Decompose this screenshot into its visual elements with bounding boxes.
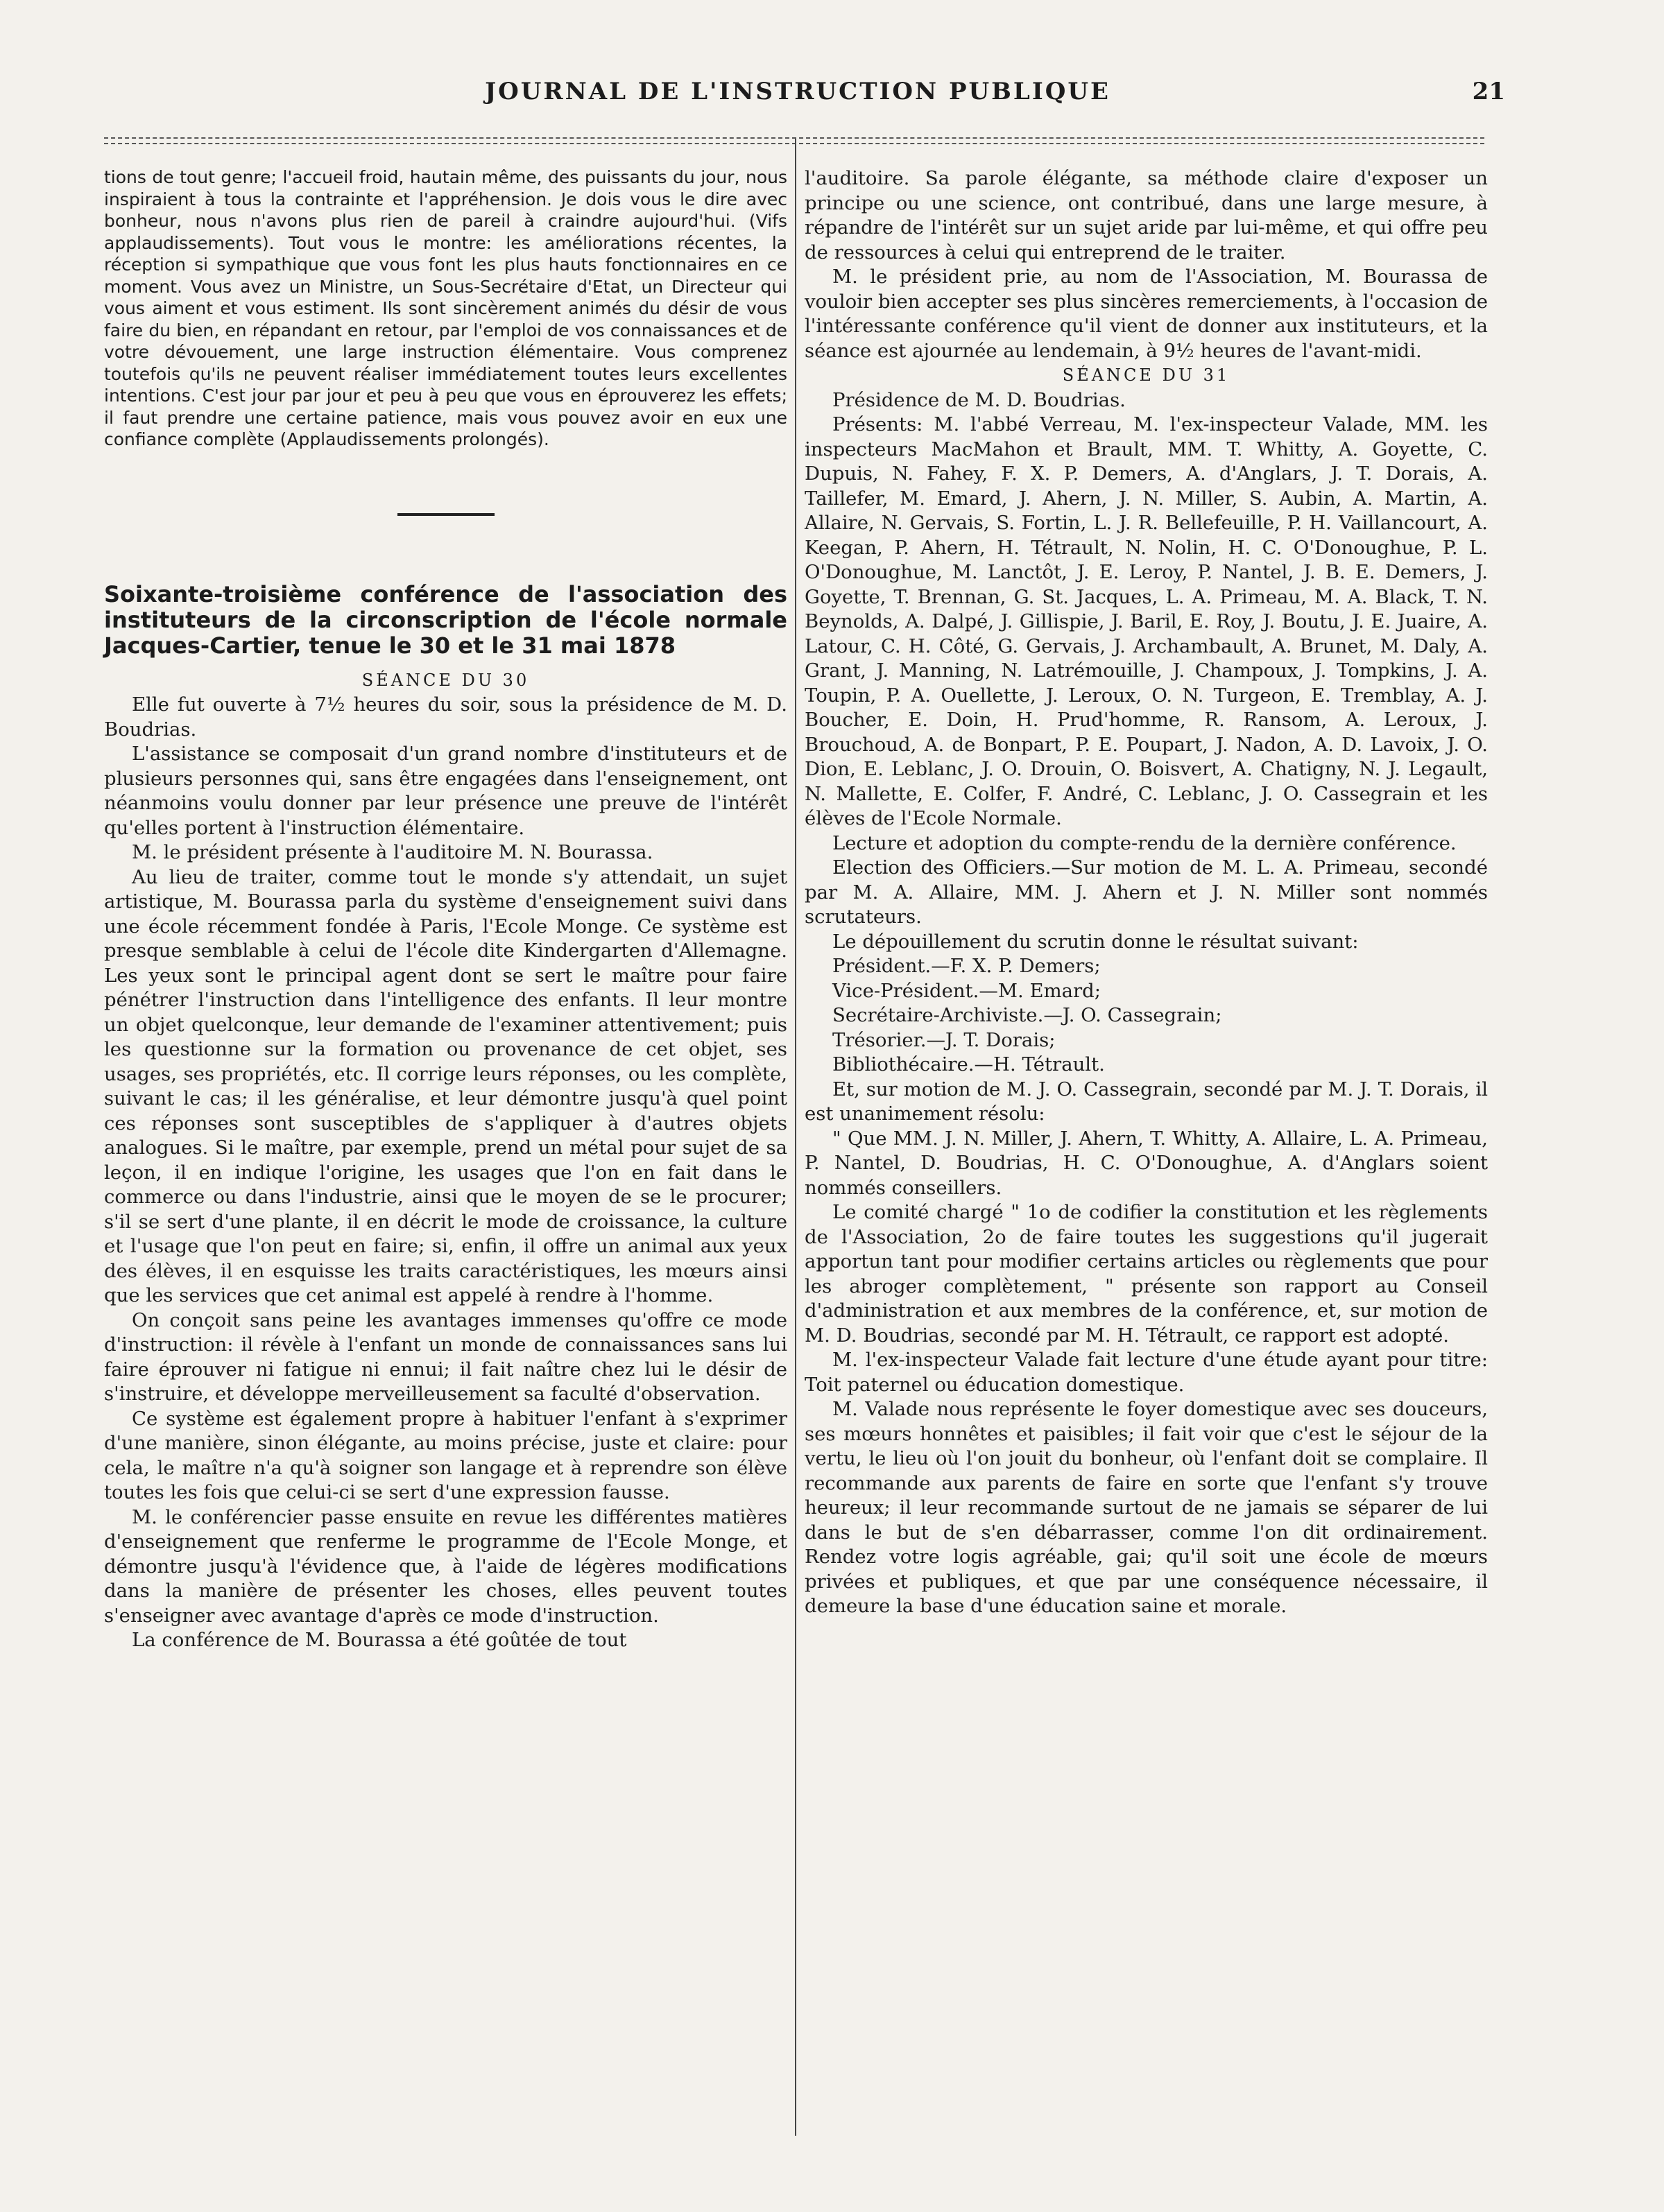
column-divider (795, 139, 796, 2136)
page-number: 21 (1472, 78, 1505, 105)
officer-line: Secrétaire-Archiviste.—J. O. Cassegrain; (832, 1004, 1222, 1026)
paragraph: M. le conférencier passe ensuite en revue les différentes matières d'enseignement que renferme le programme de l'Ecole Monge, et démontre jusqu'à l'évidence que, à l'aide de légères modifications dans la manière de présenter les choses, elles peuvent toutes s'enseigner avec avantage d'après ce mode d'instruction. (104, 1505, 787, 1627)
header-rule-secondary (104, 143, 1484, 144)
paragraph: Et, sur motion de M. J. O. Cassegrain, secondé par M. J. T. Dorais, il est unanimement résolu: (805, 1078, 1488, 1125)
conference-title: Soixante-troisième conférence de l'association des instituteurs de la circonscription de l'école normale Jacques-Cartier, tenue le 30 et le 31 mai 1878 (104, 580, 787, 659)
paragraph: La conférence de M. Bourassa a été goûtée de tout (132, 1629, 627, 1651)
paragraph: M. l'ex-inspecteur Valade fait lecture d'une étude ayant pour titre: Toit paternel ou éducation domestique. (805, 1349, 1488, 1396)
paragraph: Le dépouillement du scrutin donne le résultat suivant: (832, 930, 1359, 953)
paragraph: " Que MM. J. N. Miller, J. Ahern, T. Whitty, A. Allaire, L. A. Primeau, P. Nantel, D. Boudrias, H. C. O'Donoughue, A. d'Anglars soient nommés conseillers. (805, 1127, 1488, 1199)
section-separator (397, 513, 495, 516)
left-column (104, 166, 787, 1653)
seance-heading-31: SÉANCE DU 31 (1062, 365, 1230, 385)
officer-line: Bibliothécaire.—H. Tétrault. (832, 1053, 1105, 1075)
paragraph: Au lieu de traiter, comme tout le monde s'y attendait, un sujet artistique, M. Bourassa parla du système d'enseignement suivi dans une école récemment fondée à Paris, l'Ecole Monge. Ce système est presque semblable à celui de l'école dite Kindergarten d'Allemagne. Les yeux sont le principal agent dont se sert le maître pour faire pénétrer l'instruction dans l'intelligence des enfants. Il leur montre un objet quelconque, leur demande de l'examiner attentivement; puis les questionne sur la formation ou provenance de cet objet, ses usages, ses propriétés, etc. Il corrige leurs réponses, ou les complète, suivant le cas; il les généralise, et leur démontre jusqu'à quel point ces réponses sont susceptibles de s'appliquer à d'autres objets analogues. Si le maître, par exemple, prend un métal pour sujet de sa leçon, il en indique l'origine, les usages que l'on en fait dans le commerce ou dans l'industrie, ainsi que le moyen de se le procurer; s'il se sert d'une plante, il en décrit le mode de croissance, la culture et l'usage que l'on peut en faire; si, enfin, il offre un animal aux yeux des élèves, il en esquisse les traits caractéristiques, les mœurs ainsi que les services que cet animal est appelé à rendre à l'homme. (104, 865, 787, 1306)
officer-line: Président.—F. X. P. Demers; (832, 955, 1101, 977)
paragraph: Elle fut ouverte à 7½ heures du soir, sous la présidence de M. D. Boudrias. (104, 693, 787, 741)
officer-line: Vice-Président.—M. Emard; (832, 979, 1101, 1002)
attendees-list: Présents: M. l'abbé Verreau, M. l'ex-inspecteur Valade, MM. les inspecteurs MacMahon et Brault, MM. T. Whitty, A. Goyette, C. Dupuis, N. Fahey, F. X. P. Demers, A. d'Anglars, J. T. Dorais, A. Taillefer, M. Emard, J. Ahern, J. N. Miller, S. Aubin, A. Martin, A. Allaire, N. Gervais, S. Fortin, L. J. R. Bellefeuille, P. H. Vaillancourt, A. Keegan, P. Ahern, H. Tétrault, N. Nolin, H. C. O'Donoughue, P. L. O'Donoughue, M. Lanctôt, J. E. Leroy, P. Nantel, J. B. E. Demers, J. Goyette, T. Brennan, G. St. Jacques, L. A. Primeau, M. A. Black, T. N. Beynolds, A. Dalpé, J. Gillispie, J. Baril, E. Roy, J. Boutu, J. E. Juaire, A. Latour, C. H. Côté, G. Gervais, J. Archambault, A. Brunet, M. Daly, A. Grant, J. Manning, N. Latrémouille, J. Champoux, J. Tompkins, J. A. Toupin, P. A. Ouellette, J. Leroux, O. N. Turgeon, E. Tremblay, A. J. Boucher, E. Doin, H. Prud'homme, R. Ransom, A. Leroux, J. Brouchoud, A. de Bonpart, P. E. Poupart, J. Nadon, A. D. Lavoix, J. O. Dion, E. Leblanc, J. O. Drouin, O. Boisvert, A. Chatigny, N. J. Legault, N. Mallette, E. Colfer, F. André, C. Leblanc, J. O. Cassegrain et les élèves de l'Ecole Normale. (805, 413, 1488, 829)
paragraph: Ce système est également propre à habituer l'enfant à s'exprimer d'une manière, sinon élégante, au moins précise, juste et claire: pour cela, le maître n'a qu'à soigner son langage et à reprendre son élève toutes les fois que celui-ci se sert d'une expression fausse. (104, 1407, 787, 1503)
header-rule (104, 137, 1484, 139)
officer-line: Trésorier.—J. T. Dorais; (832, 1028, 1056, 1051)
paragraph: Lecture et adoption du compte-rendu de la dernière conférence. (832, 831, 1457, 854)
paragraph: M. le président présente à l'auditoire M. N. Bourassa. (132, 841, 653, 863)
paragraph: M. le président prie, au nom de l'Association, M. Bourassa de vouloir bien accepter ses plus sincères remerciements, à l'occasion de l'intéressante conférence qu'il vient de donner aux instituteurs, et la séance est ajournée au lendemain, à 9½ heures de l'avant-midi. (805, 266, 1488, 362)
paragraph: l'auditoire. Sa parole élégante, sa méthode claire d'exposer un principe ou une science, ont contribué, dans une large mesure, à répandre de l'intérêt sur un sujet aride par lui-même, et qui offre peu de ressources à celui qui entreprend de le traiter. (805, 167, 1488, 263)
paragraph: Election des Officiers.—Sur motion de M. L. A. Primeau, secondé par M. A. Allaire, MM. J. Ahern et J. N. Miller sont nommés scrutateurs. (805, 856, 1488, 928)
page-header (104, 78, 1505, 119)
paragraph: On conçoit sans peine les avantages immenses qu'offre ce mode d'instruction: il révèle à l'enfant un monde de connaissances sans lui faire éprouver ni fatigue ni ennui; il fait naître chez lui le désir de s'instruire, et développe merveilleusement sa faculté d'observation. (104, 1308, 787, 1405)
seance-heading-30: SÉANCE DU 30 (361, 670, 530, 690)
paragraph: Le comité chargé " 1o de codifier la constitution et les règlements de l'Association, 2o de faire toutes les suggestions qu'il jugerait apportun tant pour modifier certains articles ou règlements que pour les abroger complètement, " présente son rapport au Conseil d'administration et aux membres de la conférence, et, sur motion de M. D. Boudrias, secondé par M. H. Tétrault, ce rapport est adopté. (805, 1201, 1488, 1347)
paragraph: Présidence de M. D. Boudrias. (832, 388, 1126, 411)
paragraph: L'assistance se composait d'un grand nombre d'instituteurs et de plusieurs personnes qui, sans être engagées dans l'enseignement, ont néanmoins voulu donner par leur présence une preuve de l'intérêt qu'elles portent à l'instruction élémentaire. (104, 743, 787, 839)
running-title: JOURNAL DE L'INSTRUCTION PUBLIQUE (485, 78, 1110, 105)
right-column (805, 166, 1488, 1619)
speech-continuation: tions de tout genre; l'accueil froid, hautain même, des puissants du jour, nous inspiraient à tous la contrainte et l'appréhension. Je dois vous le dire avec bonheur, nous n'avons plus rien de pareil à craindre aujourd'hui. (Vifs applaudissements). Tout vous le montre: les améliorations récentes, la réception si sympathique que vous font les plus hauts fonctionnaires en ce moment. Vous avez un Ministre, un Sous-Secrétaire d'Etat, un Directeur qui vous aiment et vous estiment. Ils sont sincèrement animés du désir de vous faire du bien, en répandant en retour, par l'emploi de vos connaissances et de votre dévouement, une large instruction élémentaire. Vous comprenez toutefois qu'ils ne peuvent réaliser immédiatement toutes leurs excellentes intentions. C'est jour par jour et peu à peu que vous en éprouverez les effets; il faut prendre une certaine patience, mais vous pouvez avoir en eux une confiance complète (Applaudissements prolongés). (104, 167, 787, 449)
paragraph: M. Valade nous représente le foyer domestique avec ses douceurs, ses mœurs honnêtes et paisibles; il fait voir que c'est le séjour de la vertu, le lieu où l'on jouit du bonheur, où l'enfant doit se complaire. Il recommande aux parents de faire en sorte que l'enfant s'y trouve heureux; il leur recommande surtout de ne jamais se séparer de lui dans le but de s'en débarrasser, comme l'on dit ordinairement. Rendez votre logis agréable, gai; qu'il soit une école de mœurs privées et publiques, et que par une conséquence nécessaire, il demeure la base d'une éducation saine et morale. (805, 1398, 1488, 1617)
